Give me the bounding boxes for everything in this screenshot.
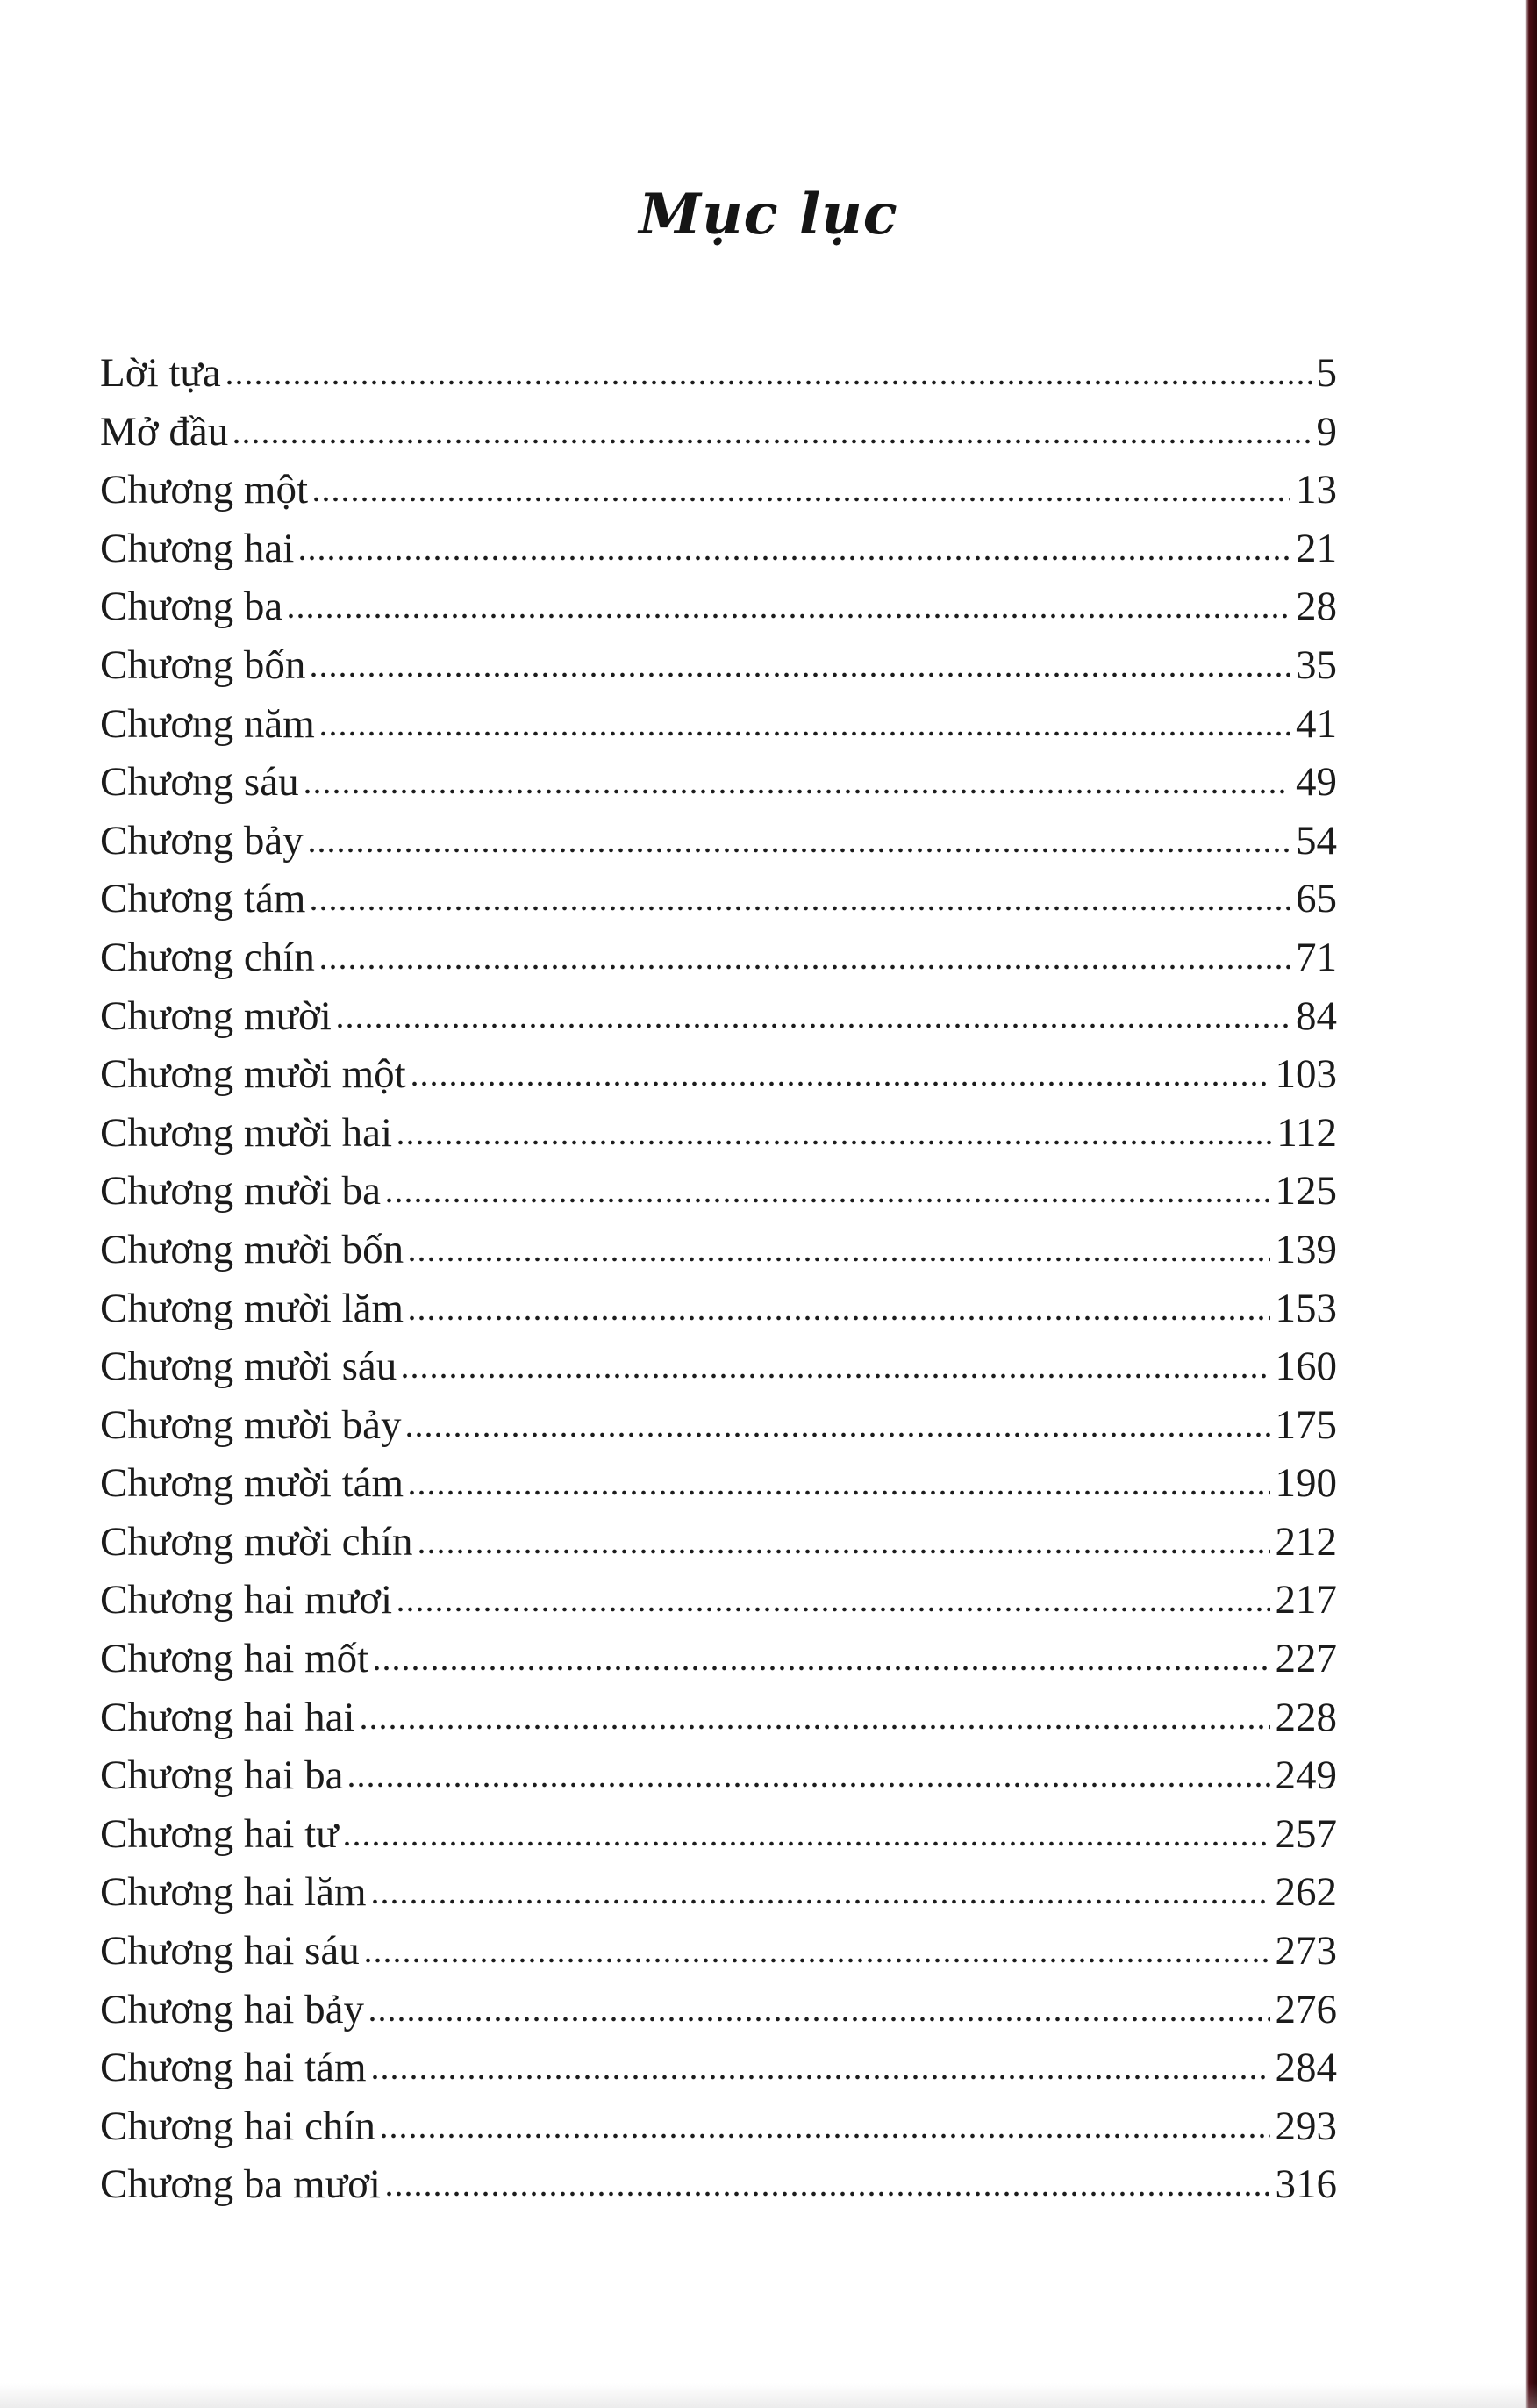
dot-leader bbox=[342, 1841, 1270, 1846]
toc-entry bbox=[100, 1045, 1337, 1104]
toc-entry-page-number: 65 bbox=[1296, 876, 1337, 922]
toc-entry-label: Chương sáu bbox=[100, 759, 299, 806]
toc-entry-label: Lời tựa bbox=[100, 350, 221, 396]
toc-entry bbox=[100, 1162, 1337, 1221]
toc-entry bbox=[100, 403, 1337, 462]
toc-entry-label: Chương mười bốn bbox=[100, 1226, 404, 1272]
toc-entry-page-number: 139 bbox=[1275, 1226, 1337, 1272]
toc-entry-page-number: 112 bbox=[1276, 1109, 1337, 1156]
toc-entry-label: Chương hai mươi bbox=[100, 1577, 393, 1623]
toc-entry-page-number: 160 bbox=[1275, 1344, 1337, 1390]
toc-entry-label: Chương hai ba bbox=[100, 1752, 344, 1799]
toc-entry-label: Chương mười ba bbox=[100, 1168, 381, 1215]
toc-entry bbox=[100, 2155, 1337, 2214]
toc-entry-page-number: 276 bbox=[1275, 1986, 1337, 2032]
toc-entry-page-number: 153 bbox=[1275, 1285, 1337, 1331]
dot-leader bbox=[318, 731, 1290, 736]
dot-leader bbox=[286, 613, 1290, 619]
toc-entry bbox=[100, 2039, 1337, 2097]
page-title: Mục lục bbox=[639, 181, 898, 247]
toc-entry-label: Chương mười bảy bbox=[100, 1401, 402, 1448]
dot-leader bbox=[309, 672, 1290, 677]
toc-entry bbox=[100, 1396, 1337, 1455]
page-bottom-shadow bbox=[0, 2383, 1537, 2408]
toc-entry-label: Chương hai tư bbox=[100, 1810, 339, 1857]
dot-leader bbox=[372, 1666, 1269, 1671]
dot-leader bbox=[407, 1490, 1269, 1495]
toc-entry bbox=[100, 344, 1337, 403]
toc-entry bbox=[100, 870, 1337, 928]
toc-entry bbox=[100, 1104, 1337, 1163]
toc-entry bbox=[100, 987, 1337, 1046]
toc-entry-page-number: 71 bbox=[1296, 934, 1337, 980]
dot-leader bbox=[379, 2133, 1269, 2139]
toc-entry-page-number: 35 bbox=[1296, 641, 1337, 688]
dot-leader bbox=[335, 1023, 1290, 1028]
toc-entry bbox=[100, 461, 1337, 520]
toc-entry-page-number: 284 bbox=[1275, 2045, 1337, 2091]
toc-entry-label: Chương mười lăm bbox=[100, 1285, 404, 1331]
dot-leader bbox=[410, 1081, 1270, 1086]
dot-leader bbox=[384, 2191, 1270, 2197]
toc-entry-page-number: 262 bbox=[1275, 1869, 1337, 1916]
toc-entry-label: Chương mười tám bbox=[100, 1460, 404, 1507]
toc-entry-label: Chương mười hai bbox=[100, 1109, 393, 1156]
toc-entry-label: Chương một bbox=[100, 467, 309, 513]
toc-entry-label: Chương năm bbox=[100, 700, 315, 747]
toc-entry-page-number: 227 bbox=[1275, 1636, 1337, 1682]
toc-entry-label: Chương hai lăm bbox=[100, 1869, 367, 1916]
toc-entry bbox=[100, 2097, 1337, 2156]
toc-entry-page-number: 175 bbox=[1275, 1401, 1337, 1448]
toc-entry-label: Chương hai mốt bbox=[100, 1636, 369, 1682]
toc-entry bbox=[100, 1513, 1337, 1572]
toc-entry-label: Mở đầu bbox=[100, 408, 229, 455]
toc-entry bbox=[100, 1805, 1337, 1864]
toc-entry-page-number: 103 bbox=[1275, 1051, 1337, 1098]
toc-entry-page-number: 84 bbox=[1296, 993, 1337, 1039]
toc-entry-page-number: 228 bbox=[1275, 1694, 1337, 1740]
toc-entry-label: Chương mười sáu bbox=[100, 1344, 397, 1390]
dot-leader bbox=[407, 1257, 1269, 1262]
dot-leader bbox=[370, 1899, 1270, 1904]
toc-entry-label: Chương chín bbox=[100, 934, 315, 980]
toc-entry bbox=[100, 520, 1337, 578]
dot-leader bbox=[368, 2017, 1270, 2022]
page-edge bbox=[1525, 0, 1537, 2408]
toc-entry bbox=[100, 695, 1337, 754]
dot-leader bbox=[404, 1432, 1269, 1437]
toc-entry bbox=[100, 1981, 1337, 2039]
toc-entry-label: Chương bốn bbox=[100, 641, 306, 688]
dot-leader bbox=[297, 555, 1290, 561]
toc-entry bbox=[100, 636, 1337, 695]
dot-leader bbox=[359, 1724, 1270, 1730]
toc-entry-label: Chương hai bảy bbox=[100, 1986, 364, 2032]
toc-entry-page-number: 28 bbox=[1296, 584, 1337, 630]
toc-entry-label: Chương ba mươi bbox=[100, 2161, 381, 2208]
dot-leader bbox=[363, 1958, 1270, 1963]
dot-leader bbox=[309, 906, 1290, 911]
toc-entry-label: Chương hai tám bbox=[100, 2045, 367, 2091]
dot-leader bbox=[232, 439, 1311, 444]
toc-entry bbox=[100, 1746, 1337, 1805]
toc-entry-label: Chương mười chín bbox=[100, 1518, 413, 1565]
toc-entry-page-number: 249 bbox=[1275, 1752, 1337, 1799]
toc-entry bbox=[100, 1454, 1337, 1513]
toc-entry-label: Chương hai sáu bbox=[100, 1928, 360, 1974]
toc-entry bbox=[100, 1337, 1337, 1396]
dot-leader bbox=[396, 1140, 1271, 1145]
toc-entry-label: Chương mười một bbox=[100, 1051, 406, 1098]
toc-entry-label: Chương hai hai bbox=[100, 1694, 355, 1740]
toc-entry-page-number: 273 bbox=[1275, 1928, 1337, 1974]
dot-leader bbox=[407, 1315, 1269, 1321]
toc-entry-label: Chương bảy bbox=[100, 817, 304, 864]
toc-entry bbox=[100, 1863, 1337, 1922]
toc-entry-page-number: 257 bbox=[1275, 1810, 1337, 1857]
toc-entry-label: Chương hai bbox=[100, 525, 295, 571]
toc-entry bbox=[100, 1279, 1337, 1338]
toc-entry-page-number: 217 bbox=[1275, 1577, 1337, 1623]
table-of-contents bbox=[100, 344, 1337, 2214]
dot-leader bbox=[303, 789, 1290, 794]
dot-leader bbox=[417, 1549, 1270, 1554]
toc-entry bbox=[100, 753, 1337, 812]
toc-entry-label: Chương mười bbox=[100, 993, 332, 1039]
toc-entry-label: Chương hai chín bbox=[100, 2103, 376, 2149]
toc-entry bbox=[100, 1630, 1337, 1688]
toc-entry bbox=[100, 577, 1337, 636]
toc-entry-page-number: 316 bbox=[1275, 2161, 1337, 2208]
toc-entry-page-number: 5 bbox=[1316, 350, 1337, 396]
dot-leader bbox=[225, 380, 1312, 385]
toc-entry-page-number: 9 bbox=[1316, 408, 1337, 455]
toc-entry bbox=[100, 812, 1337, 871]
toc-entry-page-number: 190 bbox=[1275, 1460, 1337, 1507]
dot-leader bbox=[307, 848, 1290, 853]
toc-entry-page-number: 41 bbox=[1296, 700, 1337, 747]
dot-leader bbox=[370, 2075, 1270, 2080]
toc-entry bbox=[100, 1688, 1337, 1747]
dot-leader bbox=[400, 1373, 1269, 1379]
toc-entry-page-number: 49 bbox=[1296, 759, 1337, 806]
dot-leader bbox=[396, 1607, 1269, 1612]
toc-entry-page-number: 13 bbox=[1296, 467, 1337, 513]
toc-entry-label: Chương ba bbox=[100, 584, 283, 630]
dot-leader bbox=[318, 964, 1290, 970]
toc-entry-page-number: 125 bbox=[1275, 1168, 1337, 1215]
toc-entry-page-number: 21 bbox=[1296, 525, 1337, 571]
toc-entry bbox=[100, 1221, 1337, 1279]
toc-entry bbox=[100, 1571, 1337, 1630]
toc-entry-page-number: 293 bbox=[1275, 2103, 1337, 2149]
toc-entry-page-number: 54 bbox=[1296, 817, 1337, 864]
toc-entry-label: Chương tám bbox=[100, 876, 306, 922]
toc-entry-page-number: 212 bbox=[1275, 1518, 1337, 1565]
dot-leader bbox=[347, 1782, 1269, 1788]
toc-entry bbox=[100, 928, 1337, 987]
dot-leader bbox=[384, 1198, 1270, 1203]
dot-leader bbox=[311, 497, 1290, 502]
toc-entry bbox=[100, 1922, 1337, 1981]
